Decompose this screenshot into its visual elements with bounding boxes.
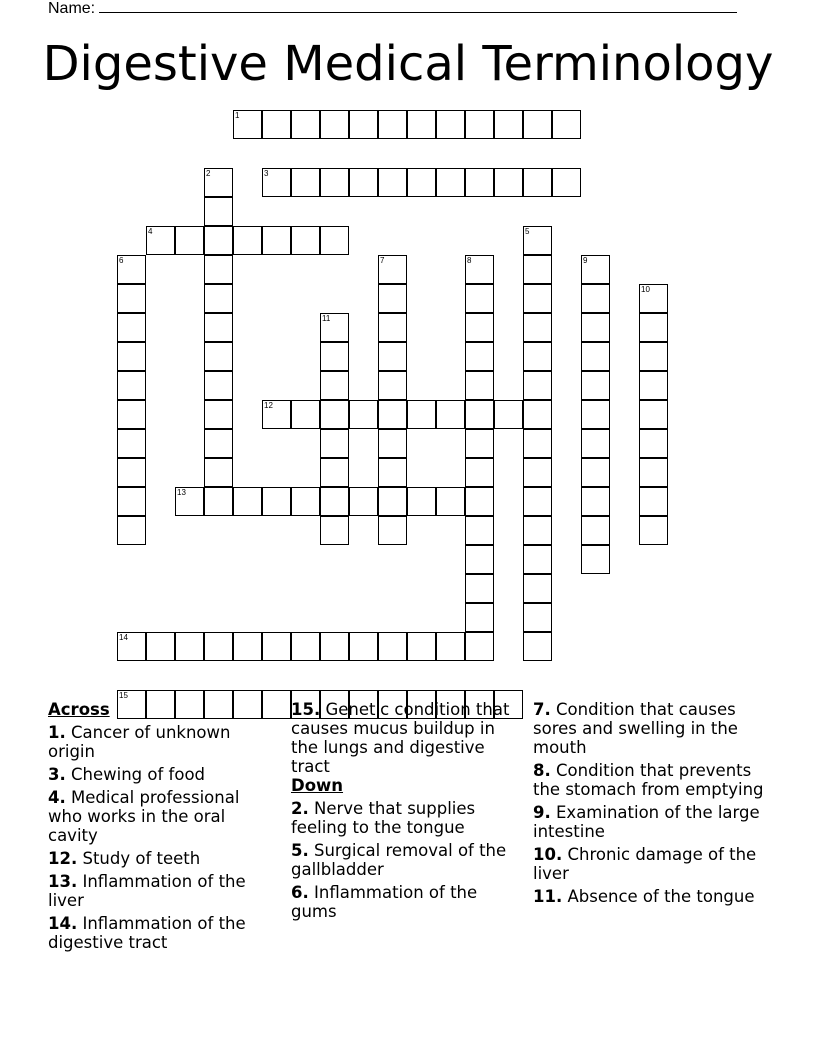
grid-cell[interactable] bbox=[320, 487, 349, 516]
grid-cell[interactable] bbox=[117, 342, 146, 371]
clue-down-7 bbox=[533, 700, 769, 757]
grid-cell[interactable] bbox=[378, 458, 407, 487]
grid-cell[interactable] bbox=[378, 632, 407, 661]
grid-cell[interactable] bbox=[465, 429, 494, 458]
grid-cell[interactable] bbox=[581, 342, 610, 371]
clue-down-11 bbox=[533, 887, 769, 906]
grid-cell[interactable] bbox=[407, 400, 436, 429]
grid-cell[interactable] bbox=[320, 458, 349, 487]
clue-number: 5. bbox=[291, 841, 309, 860]
grid-cell[interactable] bbox=[523, 429, 552, 458]
grid-cell[interactable] bbox=[639, 342, 668, 371]
grid-cell[interactable] bbox=[291, 632, 320, 661]
grid-cell[interactable] bbox=[465, 574, 494, 603]
grid-cell[interactable] bbox=[117, 632, 146, 661]
grid-cell[interactable] bbox=[146, 632, 175, 661]
clue-number: 2. bbox=[291, 799, 309, 818]
clue-across-12 bbox=[48, 849, 274, 868]
grid-cell[interactable] bbox=[349, 110, 378, 139]
grid-cell[interactable] bbox=[523, 516, 552, 545]
clue-text: Condition that causes sores and swelling in the mouth bbox=[533, 700, 738, 757]
clue-text: Nerve that supplies feeling to the tongue bbox=[291, 799, 476, 837]
grid-cell[interactable] bbox=[639, 284, 668, 313]
grid-cell[interactable] bbox=[204, 168, 233, 197]
clue-column-1 bbox=[48, 700, 274, 956]
page-title: Digestive Medical Terminology bbox=[42, 36, 774, 92]
grid-cell[interactable] bbox=[639, 400, 668, 429]
grid-cell[interactable] bbox=[465, 110, 494, 139]
grid-cell[interactable] bbox=[523, 313, 552, 342]
clue-text: Chronic damage of the liver bbox=[533, 845, 757, 883]
grid-cell[interactable] bbox=[378, 168, 407, 197]
cell-number: 2 bbox=[206, 169, 211, 178]
grid-cell[interactable] bbox=[552, 110, 581, 139]
clue-text: Study of teeth bbox=[82, 849, 201, 868]
grid-cell[interactable] bbox=[523, 110, 552, 139]
grid-cell[interactable] bbox=[523, 342, 552, 371]
grid-cell[interactable] bbox=[407, 110, 436, 139]
grid-cell[interactable] bbox=[204, 255, 233, 284]
grid-cell[interactable] bbox=[204, 400, 233, 429]
cell-number: 3 bbox=[264, 169, 269, 178]
clue-text: Inflammation of the gums bbox=[291, 883, 478, 921]
grid-cell[interactable] bbox=[320, 371, 349, 400]
grid-cell[interactable] bbox=[320, 400, 349, 429]
clue-text: Genetic condition that causes mucus buildup in the lungs and digestive tract bbox=[291, 700, 510, 776]
grid-cell[interactable] bbox=[117, 400, 146, 429]
clue-number: 9. bbox=[533, 803, 551, 822]
clue-text: Medical professional who works in the oral cavity bbox=[48, 788, 240, 845]
grid-cell[interactable] bbox=[639, 429, 668, 458]
grid-cell[interactable] bbox=[523, 400, 552, 429]
cell-number: 9 bbox=[583, 256, 588, 265]
grid-cell[interactable] bbox=[378, 110, 407, 139]
grid-cell[interactable] bbox=[436, 487, 465, 516]
grid-cell[interactable] bbox=[117, 458, 146, 487]
clue-number: 13. bbox=[48, 872, 78, 891]
grid-cell[interactable] bbox=[523, 226, 552, 255]
grid-cell[interactable] bbox=[262, 226, 291, 255]
grid-cell[interactable] bbox=[465, 400, 494, 429]
clue-number: 6. bbox=[291, 883, 309, 902]
grid-cell[interactable] bbox=[204, 197, 233, 226]
clue-across-1 bbox=[48, 723, 274, 761]
grid-cell[interactable] bbox=[320, 168, 349, 197]
grid-cell[interactable] bbox=[581, 429, 610, 458]
grid-cell[interactable] bbox=[465, 284, 494, 313]
grid-cell[interactable] bbox=[639, 371, 668, 400]
grid-cell[interactable] bbox=[494, 110, 523, 139]
grid-cell[interactable] bbox=[581, 487, 610, 516]
grid-cell[interactable] bbox=[117, 516, 146, 545]
clue-number: 15. bbox=[291, 700, 321, 719]
grid-cell[interactable] bbox=[175, 487, 204, 516]
grid-cell[interactable] bbox=[407, 168, 436, 197]
grid-cell[interactable] bbox=[523, 632, 552, 661]
grid-cell[interactable] bbox=[204, 458, 233, 487]
grid-cell[interactable] bbox=[378, 342, 407, 371]
grid-cell[interactable] bbox=[320, 429, 349, 458]
grid-cell[interactable] bbox=[204, 371, 233, 400]
grid-cell[interactable] bbox=[204, 342, 233, 371]
grid-cell[interactable] bbox=[291, 487, 320, 516]
cell-number: 13 bbox=[177, 488, 186, 497]
clue-down-8 bbox=[533, 761, 769, 799]
grid-cell[interactable] bbox=[262, 400, 291, 429]
grid-cell[interactable] bbox=[581, 313, 610, 342]
down-heading: Down bbox=[291, 776, 344, 795]
grid-cell[interactable] bbox=[465, 168, 494, 197]
grid-cell[interactable] bbox=[378, 516, 407, 545]
clue-across-15 bbox=[291, 700, 527, 776]
grid-cell[interactable] bbox=[523, 487, 552, 516]
clue-across-13 bbox=[48, 872, 274, 910]
grid-cell[interactable] bbox=[378, 400, 407, 429]
grid-cell[interactable] bbox=[378, 255, 407, 284]
grid-cell[interactable] bbox=[581, 284, 610, 313]
grid-cell[interactable] bbox=[204, 487, 233, 516]
grid-cell[interactable] bbox=[436, 400, 465, 429]
clue-across-3 bbox=[48, 765, 274, 784]
grid-cell[interactable] bbox=[639, 458, 668, 487]
clue-text: Examination of the large intestine bbox=[533, 803, 760, 841]
grid-cell[interactable] bbox=[581, 458, 610, 487]
cell-number: 5 bbox=[525, 227, 530, 236]
grid-cell[interactable] bbox=[581, 255, 610, 284]
grid-cell[interactable] bbox=[349, 400, 378, 429]
clue-down-9 bbox=[533, 803, 769, 841]
cell-number: 4 bbox=[148, 227, 153, 236]
grid-cell[interactable] bbox=[320, 110, 349, 139]
grid-cell[interactable] bbox=[233, 110, 262, 139]
cell-number: 14 bbox=[119, 633, 128, 642]
clue-number: 10. bbox=[533, 845, 563, 864]
grid-cell[interactable] bbox=[465, 487, 494, 516]
grid-cell[interactable] bbox=[465, 516, 494, 545]
grid-cell[interactable] bbox=[523, 168, 552, 197]
grid-cell[interactable] bbox=[436, 632, 465, 661]
clue-text: Condition that prevents the stomach from emptying bbox=[533, 761, 764, 799]
grid-cell[interactable] bbox=[465, 342, 494, 371]
grid-cell[interactable] bbox=[291, 226, 320, 255]
clue-text: Inflammation of the digestive tract bbox=[48, 914, 246, 952]
clue-number: 3. bbox=[48, 765, 66, 784]
grid-cell[interactable] bbox=[552, 168, 581, 197]
cell-number: 1 bbox=[235, 111, 240, 120]
clue-number: 12. bbox=[48, 849, 78, 868]
grid-cell[interactable] bbox=[465, 603, 494, 632]
grid-cell[interactable] bbox=[465, 371, 494, 400]
clue-down-5 bbox=[291, 841, 527, 879]
clue-number: 11. bbox=[533, 887, 563, 906]
grid-cell[interactable] bbox=[523, 371, 552, 400]
grid-cell[interactable] bbox=[117, 487, 146, 516]
clue-down-6 bbox=[291, 883, 527, 921]
grid-cell[interactable] bbox=[407, 487, 436, 516]
grid-cell[interactable] bbox=[378, 313, 407, 342]
grid-cell[interactable] bbox=[320, 313, 349, 342]
grid-cell[interactable] bbox=[436, 110, 465, 139]
grid-cell[interactable] bbox=[349, 168, 378, 197]
clue-number: 14. bbox=[48, 914, 78, 933]
across-heading: Across bbox=[48, 700, 110, 719]
grid-cell[interactable] bbox=[639, 487, 668, 516]
cell-number: 12 bbox=[264, 401, 273, 410]
grid-cell[interactable] bbox=[146, 226, 175, 255]
grid-cell[interactable] bbox=[117, 255, 146, 284]
clue-text: Absence of the tongue bbox=[567, 887, 755, 906]
cell-number: 11 bbox=[322, 314, 331, 323]
grid-cell[interactable] bbox=[291, 110, 320, 139]
grid-cell[interactable] bbox=[320, 516, 349, 545]
cell-number: 10 bbox=[641, 285, 650, 294]
grid-cell[interactable] bbox=[204, 226, 233, 255]
cell-number: 6 bbox=[119, 256, 124, 265]
grid-cell[interactable] bbox=[233, 226, 262, 255]
grid-cell[interactable] bbox=[378, 429, 407, 458]
grid-cell[interactable] bbox=[262, 168, 291, 197]
grid-cell[interactable] bbox=[233, 632, 262, 661]
grid-cell[interactable] bbox=[523, 255, 552, 284]
grid-cell[interactable] bbox=[378, 284, 407, 313]
grid-cell[interactable] bbox=[117, 284, 146, 313]
clue-down-10 bbox=[533, 845, 769, 883]
clue-number: 4. bbox=[48, 788, 66, 807]
grid-cell[interactable] bbox=[117, 371, 146, 400]
clue-column-2 bbox=[291, 700, 527, 925]
clue-across-14 bbox=[48, 914, 274, 952]
clue-text: Surgical removal of the gallbladder bbox=[291, 841, 507, 879]
clue-text: Chewing of food bbox=[71, 765, 206, 784]
grid-cell[interactable] bbox=[494, 400, 523, 429]
grid-cell[interactable] bbox=[320, 342, 349, 371]
grid-cell[interactable] bbox=[320, 226, 349, 255]
grid-cell[interactable] bbox=[204, 313, 233, 342]
grid-cell[interactable] bbox=[465, 545, 494, 574]
grid-cell[interactable] bbox=[436, 168, 465, 197]
grid-cell[interactable] bbox=[378, 487, 407, 516]
grid-cell[interactable] bbox=[262, 110, 291, 139]
grid-cell[interactable] bbox=[523, 574, 552, 603]
grid-cell[interactable] bbox=[639, 516, 668, 545]
clue-column-3 bbox=[533, 700, 769, 910]
cell-number: 8 bbox=[467, 256, 472, 265]
clue-number: 7. bbox=[533, 700, 551, 719]
grid-cell[interactable] bbox=[523, 545, 552, 574]
clue-number: 1. bbox=[48, 723, 66, 742]
cell-number: 7 bbox=[380, 256, 385, 265]
grid-cell[interactable] bbox=[639, 313, 668, 342]
grid-cell[interactable] bbox=[117, 313, 146, 342]
grid-cell[interactable] bbox=[494, 168, 523, 197]
name-label: Name: bbox=[48, 0, 96, 17]
grid-cell[interactable] bbox=[407, 632, 436, 661]
grid-cell[interactable] bbox=[581, 516, 610, 545]
grid-cell[interactable] bbox=[320, 632, 349, 661]
clue-across-4 bbox=[48, 788, 274, 845]
grid-cell[interactable] bbox=[523, 603, 552, 632]
grid-cell[interactable] bbox=[349, 632, 378, 661]
grid-cell[interactable] bbox=[378, 371, 407, 400]
grid-cell[interactable] bbox=[581, 545, 610, 574]
grid-cell[interactable] bbox=[262, 487, 291, 516]
grid-cell[interactable] bbox=[291, 400, 320, 429]
grid-cell[interactable] bbox=[204, 632, 233, 661]
cell-number: 15 bbox=[119, 691, 128, 700]
grid-cell[interactable] bbox=[291, 168, 320, 197]
grid-cell[interactable] bbox=[233, 487, 262, 516]
grid-cell[interactable] bbox=[465, 458, 494, 487]
grid-cell[interactable] bbox=[523, 458, 552, 487]
clue-text: Inflammation of the liver bbox=[48, 872, 246, 910]
clue-number: 8. bbox=[533, 761, 551, 780]
grid-cell[interactable] bbox=[465, 632, 494, 661]
grid-cell[interactable] bbox=[581, 371, 610, 400]
grid-cell[interactable] bbox=[117, 429, 146, 458]
grid-cell[interactable] bbox=[175, 632, 204, 661]
clue-text: Cancer of unknown origin bbox=[48, 723, 231, 761]
grid-cell[interactable] bbox=[175, 226, 204, 255]
grid-cell[interactable] bbox=[349, 487, 378, 516]
clue-down-2 bbox=[291, 799, 527, 837]
grid-cell[interactable] bbox=[523, 284, 552, 313]
grid-cell[interactable] bbox=[204, 429, 233, 458]
grid-cell[interactable] bbox=[262, 632, 291, 661]
grid-cell[interactable] bbox=[204, 284, 233, 313]
grid-cell[interactable] bbox=[465, 255, 494, 284]
grid-cell[interactable] bbox=[465, 313, 494, 342]
grid-cell[interactable] bbox=[581, 400, 610, 429]
